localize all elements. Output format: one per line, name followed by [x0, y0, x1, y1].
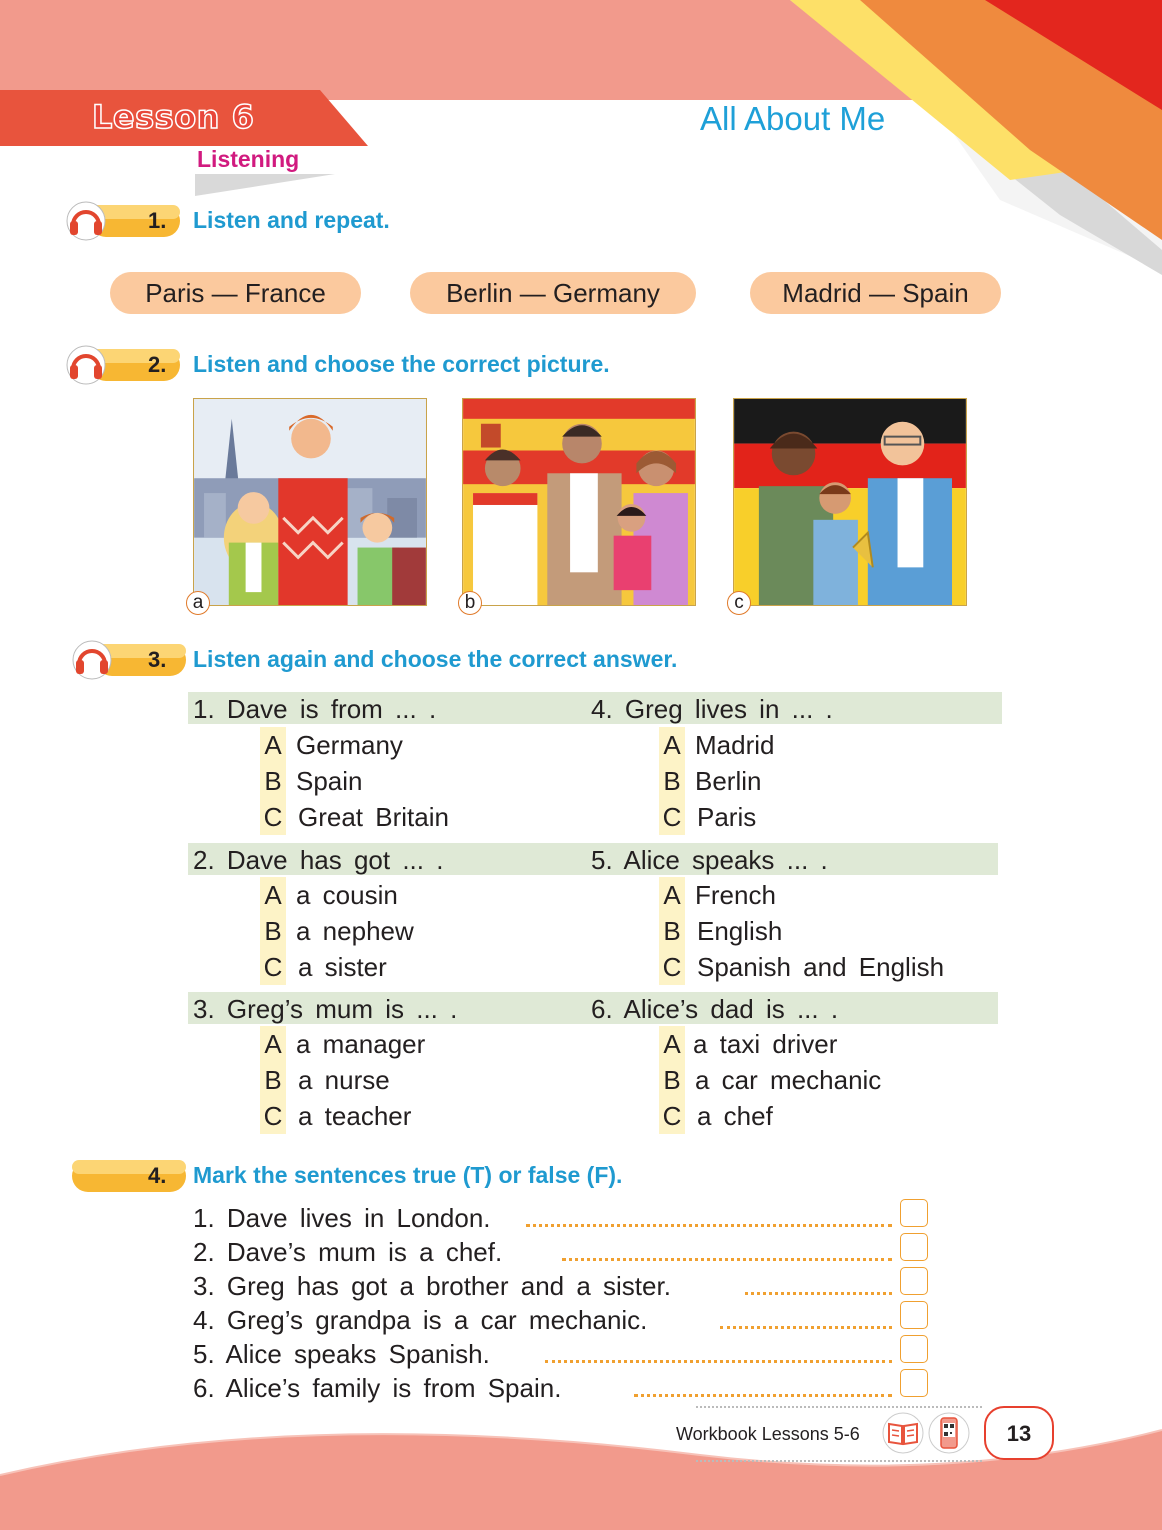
workbook-icon[interactable] — [882, 1412, 924, 1454]
answer-box[interactable] — [900, 1301, 928, 1329]
option-letter[interactable]: B — [659, 763, 685, 799]
answer-box[interactable] — [900, 1335, 928, 1363]
footer-dotted-line — [696, 1406, 982, 1408]
option-text: a sister — [298, 952, 387, 982]
task-instruction: Listen again and choose the correct answer. — [193, 646, 678, 672]
option-letter[interactable]: A — [260, 727, 286, 763]
option-text: Madrid — [695, 730, 775, 760]
statement-text: 6. Alice’s family is from Spain. — [193, 1373, 562, 1403]
answer-box[interactable] — [900, 1233, 928, 1261]
dotted-line — [720, 1326, 892, 1329]
option-text: a teacher — [298, 1101, 412, 1131]
picture-b-spain-family[interactable] — [462, 398, 696, 606]
option-text: Spanish and English — [697, 952, 945, 982]
picture-a-paris-family[interactable] — [193, 398, 427, 606]
option-text: Paris — [697, 802, 757, 832]
dotted-line — [526, 1224, 892, 1227]
unit-title: All About Me — [700, 100, 886, 137]
answer-box[interactable] — [900, 1369, 928, 1397]
dotted-line — [745, 1292, 892, 1295]
qr-phone-icon[interactable] — [928, 1412, 970, 1454]
option-letter[interactable]: B — [659, 913, 685, 949]
statement-text: 1. Dave lives in London. — [193, 1203, 491, 1233]
question-text: 5. Alice speaks ... . — [591, 845, 828, 875]
option-text: a cousin — [296, 880, 398, 910]
option-text: a car mechanic — [695, 1065, 882, 1095]
picture-c-germany-family[interactable] — [733, 398, 967, 606]
option-text: a manager — [296, 1029, 426, 1059]
option-letter[interactable]: A — [659, 1026, 685, 1062]
lesson-title: Lesson 6 — [92, 98, 255, 136]
headphones-icon[interactable] — [70, 640, 116, 680]
option-text: a taxi driver — [693, 1029, 838, 1059]
city-country-pill: Berlin — Germany — [410, 272, 696, 314]
question-text: 1. Dave is from ... . — [193, 694, 437, 724]
option-letter[interactable]: B — [260, 1062, 286, 1098]
dotted-line — [562, 1258, 892, 1261]
option-text: English — [697, 916, 783, 946]
headphones-icon[interactable] — [64, 345, 110, 385]
option-letter[interactable]: B — [260, 763, 286, 799]
option-text: Berlin — [695, 766, 762, 796]
statement-text: 2. Dave’s mum is a chef. — [193, 1237, 503, 1267]
option-letter[interactable]: A — [260, 877, 286, 913]
task-number: 2. — [148, 352, 167, 377]
city-country-pill: Paris — France — [110, 272, 361, 314]
workbook-reference: Workbook Lessons 5-6 — [676, 1424, 860, 1444]
question-text: 6. Alice’s dad is ... . — [591, 994, 839, 1024]
statement-text: 4. Greg’s grandpa is a car mechanic. — [193, 1305, 648, 1335]
headphones-icon[interactable] — [64, 201, 110, 241]
dotted-line — [545, 1360, 892, 1363]
statement-text: 3. Greg has got a brother and a sister. — [193, 1271, 671, 1301]
task-number: 4. — [148, 1163, 167, 1188]
answer-box[interactable] — [900, 1267, 928, 1295]
footer-dotted-line — [696, 1460, 982, 1462]
city-country-pill: Madrid — Spain — [750, 272, 1001, 314]
option-text: Spain — [296, 766, 363, 796]
option-text: Germany — [296, 730, 403, 760]
option-letter[interactable]: C — [260, 949, 286, 985]
option-letter[interactable]: A — [260, 1026, 286, 1062]
corner-ribbon-decoration — [0, 0, 1162, 300]
option-text: French — [695, 880, 776, 910]
option-letter[interactable]: A — [659, 727, 685, 763]
option-letter[interactable]: C — [659, 949, 685, 985]
option-text: a chef — [697, 1101, 773, 1131]
option-letter[interactable]: C — [260, 799, 286, 835]
page-number: 13 — [984, 1406, 1054, 1460]
question-text: 4. Greg lives in ... . — [591, 694, 833, 724]
picture-label: c — [727, 591, 751, 615]
option-letter[interactable]: C — [659, 799, 685, 835]
question-text: 2. Dave has got ... . — [193, 845, 444, 875]
option-letter[interactable]: C — [260, 1098, 286, 1134]
option-letter[interactable]: B — [659, 1062, 685, 1098]
answer-box[interactable] — [900, 1199, 928, 1227]
option-text: a nurse — [298, 1065, 390, 1095]
task-instruction: Listen and repeat. — [193, 207, 390, 233]
picture-label: b — [458, 591, 482, 615]
task-number: 3. — [148, 647, 167, 672]
statement-text: 5. Alice speaks Spanish. — [193, 1339, 490, 1369]
dotted-line — [634, 1394, 892, 1397]
option-text: a nephew — [296, 916, 414, 946]
task-instruction: Mark the sentences true (T) or false (F). — [193, 1162, 623, 1188]
question-text: 3. Greg’s mum is ... . — [193, 994, 458, 1024]
task-badge — [70, 1157, 188, 1195]
section-underline — [195, 174, 335, 196]
option-letter[interactable]: B — [260, 913, 286, 949]
option-letter[interactable]: A — [659, 877, 685, 913]
section-label: Listening — [197, 146, 300, 172]
task-instruction: Listen and choose the correct picture. — [193, 351, 610, 377]
picture-label: a — [186, 591, 210, 615]
option-letter[interactable]: C — [659, 1098, 685, 1134]
option-text: Great Britain — [298, 802, 449, 832]
task-number: 1. — [148, 208, 167, 233]
